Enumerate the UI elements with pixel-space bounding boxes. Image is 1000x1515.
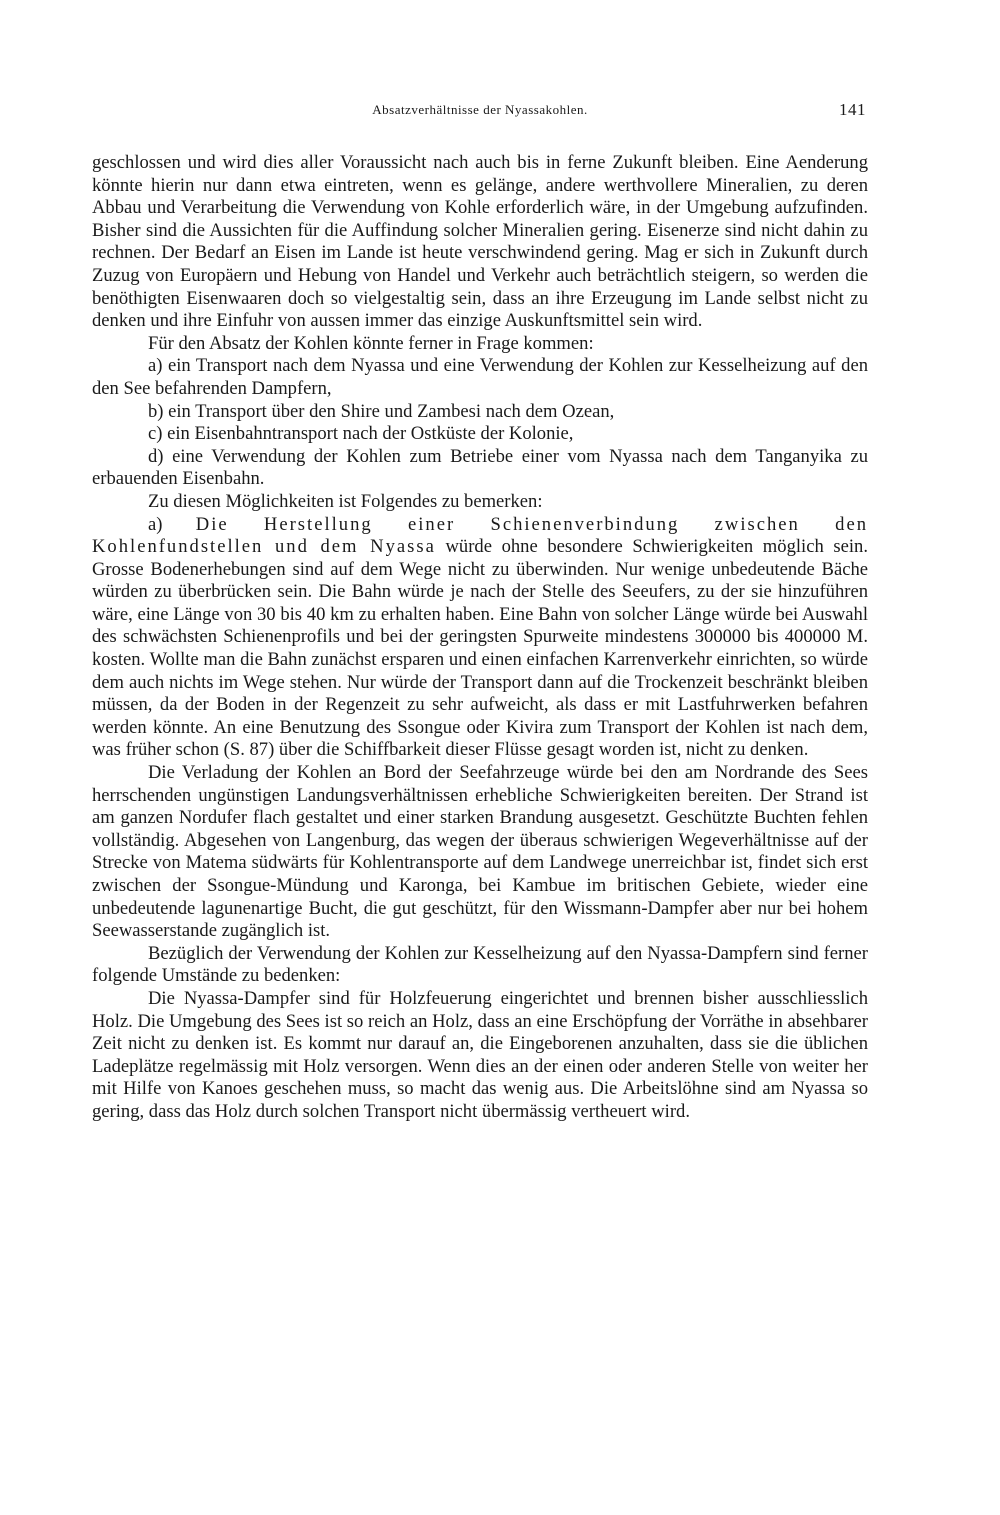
section-a-text: würde ohne besondere Schwierigkeiten möglich sein. Grosse Bodenerhebungen sind auf dem Wege nicht zu überwinden. Nur wenige unbedeutende Bäche würden zu überbrücken sein. Die Bahn würde je nach der Stelle des Seeufers, zu der sie hinzuführen wäre, eine Länge von 30 bis 40 km zu erhalten haben. Eine Bahn von solcher Länge würde bei Auswahl des schwächsten Schienenprofils und bei der geringsten Spurweite mindestens 300000 bis 400000 M. kosten. Wollte man die Bahn zunächst ersparen und einen einfachen Karrenverkehr einrichten, so würde dem auch nichts im Wege stehen. Nur würde der Transport dann auf die Trockenzeit beschränkt bleiben müssen, da der Boden in der Regenzeit zu sehr aufweicht, als dass er mit Lastfuhrwerken befahren werden könnte. An eine Benutzung des Ssongue oder Kivira zum Transport der Kohlen ist nach dem, was früher schon (S. 87) über die Schiffbarkeit dieser Flüsse gesagt worden ist, nicht zu denken. [92,536,868,761]
section-a-paragraph [92,514,868,763]
list-item-d: d) eine Verwendung der Kohlen zum Betriebe einer vom Nyassa nach dem Tanganyika zu erbauenden Eisenbahn. [92,445,868,490]
list-item-b: b) ein Transport über den Shire und Zambesi nach dem Ozean, [148,400,615,422]
paragraph: Bezüglich der Verwendung der Kohlen zur Kesselheizung auf den Nyassa-Dampfern sind ferner folgende Umstände zu bedenken: [92,942,868,987]
book-page [92,100,868,1124]
running-header [92,100,868,124]
running-title: Absatzverhältnisse der Nyassakohlen. [372,102,588,117]
list-item-a: a) ein Transport nach dem Nyassa und eine Verwendung der Kohlen zur Kesselheizung auf den den See befahrenden Dampfern, [92,355,868,399]
paragraph: geschlossen und wird dies aller Voraussicht nach auch bis in ferne Zukunft bleiben. Eine Aenderung könnte hierin nur dann etwa eintreten, wenn es gelänge, andere werthvollere Mineralien, zu deren Abbau und Verarbeitung die Verwendung von Kohle erforderlich wäre, in der Umgebung aufzufinden. Bisher sind die Aussichten für die Auffindung solcher Mineralien gering. Eisenerze sind nicht dahin zu rechnen. Der Bedarf an Eisen im Lande ist heute verschwindend gering. Mag er sich in Zukunft durch Zuzug von Europäern und Hebung von Handel und Verkehr auch beträchtlich steigern, so werden die benöthigten Eisenwaaren doch so vielgestaltig sein, dass an ihre Erzeugung im Lande selbst nicht zu denken und ihre Einfuhr von aussen immer das einzige Auskunftsmittel sein wird. [92,152,868,332]
paragraph: Für den Absatz der Kohlen könnte ferner in Frage kommen: [148,332,594,354]
paragraph: Die Nyassa-Dampfer sind für Holzfeuerung eingerichtet und brennen bisher ausschliesslich Holz. Die Umgebung des Sees ist so reich an Holz, dass an eine Erschöpfung der Vorräthe in absehbarer Zeit nicht zu denken ist. Es kommt nur darauf an, die Eingeborenen anzuhalten, dass sie die üblichen Ladeplätze regelmässig mit Holz versorgen. Wenn dies an der einen oder anderen Stelle von weiter her mit Hilfe von Kanoes geschehen muss, so macht das wenig aus. Die Arbeitslöhne sind am Nyassa so gering, dass das Holz durch solchen Transport nicht übermässig vertheuert wird. [92,987,868,1122]
page-number: 141 [839,100,866,119]
paragraph: Zu diesen Möglichkeiten ist Folgendes zu bemerken: [148,490,543,512]
section-a-emphasis: Die Herstellung einer Schienenverbindung zwischen den Kohlenfundstellen und dem Nyassa [92,513,868,558]
section-a-label: a) [148,513,196,535]
paragraph: Die Verladung der Kohlen an Bord der Seefahrzeuge würde bei den am Nordrande des Sees herrschenden ungünstigen Landungsverhältnissen erhebliche Schwierigkeiten bereiten. Der Strand ist am ganzen Nordufer flach gestaltet und einer starken Brandung ausgesetzt. Geschützte Buchten fehlen vollständig. Abgesehen von Langenburg, das wegen der überaus schwierigen Wegeverhältnisse auf der Strecke von Matema südwärts für Kohlentransporte auf dem Landwege unerreichbar ist, findet sich erst zwischen der Ssongue-Mündung und Karonga, bei Kambue im britischen Gebiete, wieder eine unbedeutende lagunenartige Bucht, die gut geschützt, für den Wissmann-Dampfer aber nur bei hohem Seewasserstande zugänglich ist. [92,762,868,942]
list-item-c: c) ein Eisenbahntransport nach der Ostküste der Kolonie, [148,423,574,445]
body-text [92,152,868,1124]
